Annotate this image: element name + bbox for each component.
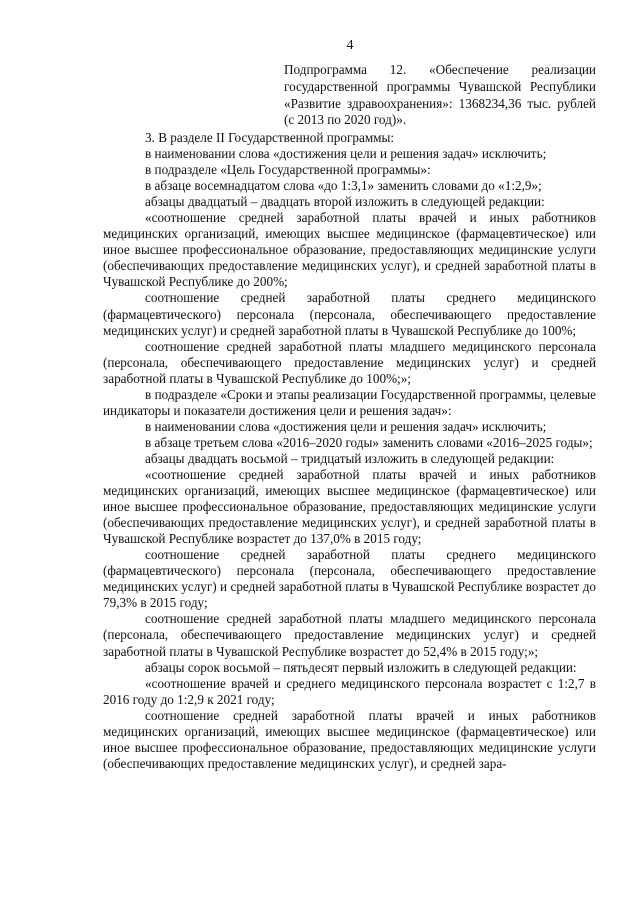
paragraph: соотношение средней заработной платы младшего медицинского персонала (персонала, обеспечивающего предоставление медицинских услуг) и средней заработной платы в Чувашской Республике до 100%;»;	[103, 338, 596, 386]
paragraph: в подразделе «Сроки и этапы реализации Государственной программы, целевые индикаторы и показатели достижения цели и решения задач»:	[103, 386, 596, 418]
paragraph: абзацы двадцать восьмой – тридцатый изложить в следующей редакции:	[145, 450, 555, 466]
paragraph: в абзаце восемнадцатом слова «до 1:3,1» заменить словами до «1:2,9»;	[145, 178, 542, 194]
paragraph: соотношение средней заработной платы врачей и иных работников медицинских организаций, имеющих высшее медицинское (фармацевтическое) или иное высшее профессиональное образование, предоставляющих медицинские услуги (обеспечивающих предоставление медицинских услуг), и средней зара-	[103, 707, 596, 771]
paragraph: соотношение средней заработной платы среднего медицинского (фармацевтического) персонала (персонала, обеспечивающего предоставление медицинских услуг) и средней заработной платы в Чувашской Республике до 100%;	[103, 290, 596, 338]
paragraph: в наименовании слова «достижения цели и решения задач» исключить;	[145, 418, 547, 434]
paragraph: в наименовании слова «достижения цели и решения задач» исключить;	[145, 146, 547, 162]
paragraph: в абзаце третьем слова «2016–2020 годы» заменить словами «2016–2025 годы»;	[145, 434, 593, 450]
paragraph: «соотношение средней заработной платы врачей и иных работников медицинских организаций, имеющих высшее медицинское (фармацевтическое) или иное высшее профессиональное образование, предоставляющих медицинские услуги (обеспечивающих предоставление медицинских услуг), и средней заработной платы в Чувашской Республике возрастет до 137,0% в 2015 году;	[103, 466, 596, 547]
paragraph: в подразделе «Цель Государственной программы»:	[145, 162, 431, 178]
subprogram-block: Подпрограмма 12. «Обеспечение реализации государственной программы Чувашской Республики «Развитие здравоохранения»: 1368234,36 тыс. рублей (с 2013 по 2020 год)».	[284, 62, 596, 128]
paragraph: абзацы двадцатый – двадцать второй изложить в следующей редакции:	[145, 194, 545, 210]
paragraph: «соотношение средней заработной платы врачей и иных работников медицинских организаций, имеющих высшее медицинское (фармацевтическое) или иное высшее профессиональное образование, предоставляющих медицинские услуги (обеспечивающих предоставление медицинских услуг), и средней заработной платы в Чувашской Республике до 200%;	[103, 210, 596, 290]
document-body	[103, 130, 596, 772]
page-number: 4	[346, 38, 354, 53]
paragraph: абзацы сорок восьмой – пятьдесят первый изложить в следующей редакции:	[145, 659, 577, 675]
paragraph: «соотношение врачей и среднего медицинского персонала возрастет с 1:2,7 в 2016 году до 1:2,9 к 2021 году;	[103, 675, 596, 707]
paragraph: соотношение средней заработной платы младшего медицинского персонала (персонала, обеспечивающего предоставление медицинских услуг) и средней заработной платы в Чувашской Республике возрастет до 52,4% в 2015 году;»;	[103, 611, 596, 659]
paragraph: соотношение средней заработной платы среднего медицинского (фармацевтического) персонала (персонала, обеспечивающего предоставление медицинских услуг) и средней заработной платы в Чувашской Республике возрастет до 79,3% в 2015 году;	[103, 547, 596, 611]
paragraph: 3. В разделе II Государственной программы:	[145, 130, 395, 145]
